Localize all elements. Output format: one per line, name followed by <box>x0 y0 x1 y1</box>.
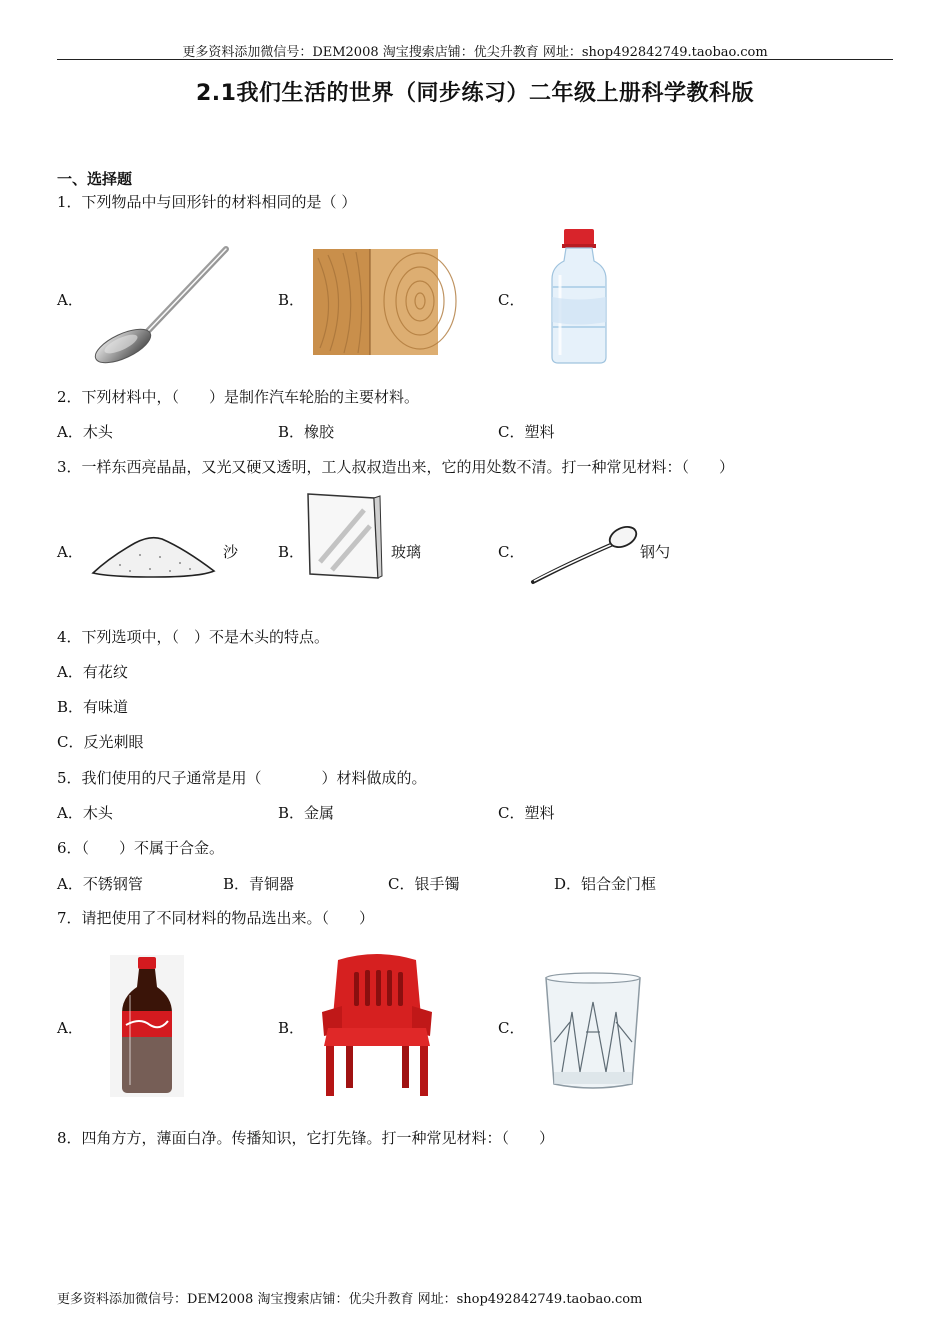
page-footer: 更多资料添加微信号：DEM2008 淘宝搜索店铺：优尖升教育 网址：shop492842749.taobao.com <box>57 1292 643 1307</box>
glass-pane-image <box>306 492 382 580</box>
sand-pile-image <box>90 527 218 579</box>
q4-option-a: A．有花纹 <box>57 663 128 681</box>
section-heading: 一、选择题 <box>57 170 133 188</box>
header-divider <box>57 59 893 60</box>
question-2-stem: 2．下列材料中，（ ）是制作汽车轮胎的主要材料。 <box>57 388 420 406</box>
q4-option-b: B．有味道 <box>57 698 129 716</box>
q6-option-a: A．不锈钢管 <box>57 875 143 893</box>
question-1-stem: 1．下列物品中与回形针的材料相同的是（ ） <box>57 193 357 211</box>
question-5-stem: 5．我们使用的尺子通常是用（ ）材料做成的。 <box>57 769 427 787</box>
plastic-chair-image <box>318 950 436 1100</box>
q3-option-a: A． <box>57 543 83 561</box>
q2-option-c: C．塑料 <box>498 423 555 441</box>
q5-option-b: B．金属 <box>278 804 335 822</box>
q7-option-a: A． <box>57 1019 83 1037</box>
q1-option-c: C． <box>498 291 525 309</box>
question-3-stem: 3．一样东西亮晶晶，又光又硬又透明，工人叔叔造出来，它的用处数不清。打一种常见材料：（ ） <box>57 458 735 476</box>
page-title: 2.1我们生活的世界（同步练习）二年级上册科学教科版 <box>196 81 754 106</box>
q1-option-b: B． <box>278 291 305 309</box>
water-bottle-image <box>546 227 612 365</box>
q3-option-a-caption: 沙 <box>223 543 239 561</box>
q5-option-c: C．塑料 <box>498 804 555 822</box>
question-6-stem: 6．（ ）不属于合金。 <box>57 839 225 857</box>
q4-option-c: C．反光刺眼 <box>57 733 144 751</box>
question-7-stem: 7．请把使用了不同材料的物品选出来。（ ） <box>57 909 375 927</box>
q6-option-c: C．银手镯 <box>388 875 460 893</box>
page-header: 更多资料添加微信号：DEM2008 淘宝搜索店铺：优尖升教育 网址：shop492842749.taobao.com <box>182 45 768 60</box>
q2-option-b: B．橡胶 <box>278 423 335 441</box>
wood-block-image <box>308 243 443 361</box>
glass-cup-image <box>542 972 644 1092</box>
q6-option-b: B．青铜器 <box>223 875 295 893</box>
steel-spoon-image <box>527 522 639 588</box>
q5-option-a: A．木头 <box>57 804 113 822</box>
q2-option-a: A．木头 <box>57 423 113 441</box>
q6-option-d: D．铝合金门框 <box>554 875 657 893</box>
q7-option-b: B． <box>278 1019 305 1037</box>
spoon-image <box>88 243 233 363</box>
q3-option-b: B． <box>278 543 305 561</box>
q3-option-c-caption: 钢勺 <box>640 543 671 561</box>
q7-option-c: C． <box>498 1019 525 1037</box>
q3-option-b-caption: 玻璃 <box>391 543 422 561</box>
cola-bottle-image <box>110 955 184 1097</box>
q3-option-c: C． <box>498 543 525 561</box>
q1-option-a: A． <box>57 291 83 309</box>
question-8-stem: 8．四角方方，薄面白净。传播知识，它打先锋。打一种常见材料：（ ） <box>57 1129 555 1147</box>
question-4-stem: 4．下列选项中，（ ）不是木头的特点。 <box>57 628 330 646</box>
